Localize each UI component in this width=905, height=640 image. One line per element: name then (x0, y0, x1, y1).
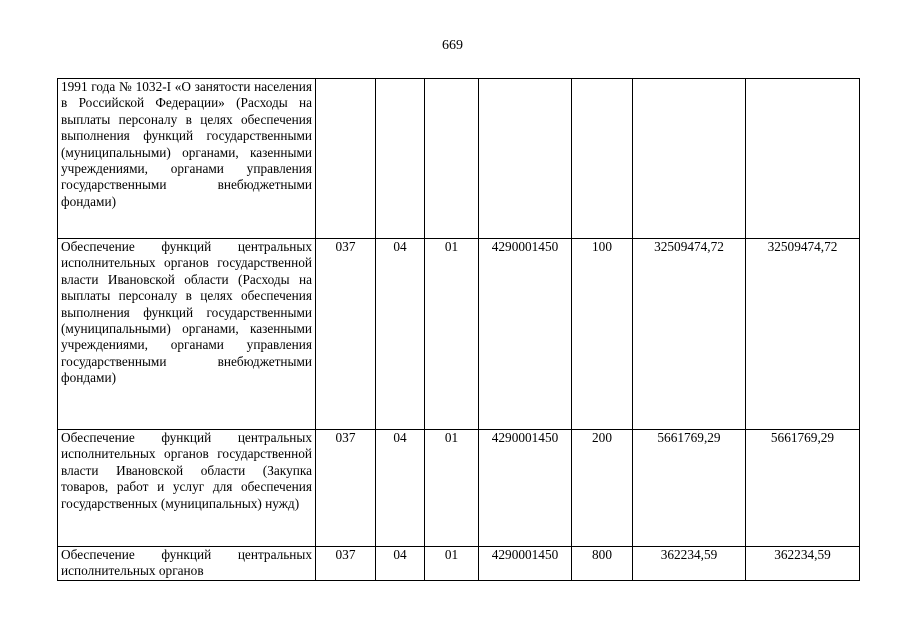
ministry-code (316, 79, 376, 239)
target-code: 4290001450 (479, 547, 572, 581)
expense-type-code: 100 (572, 239, 633, 430)
ministry-code: 037 (316, 430, 376, 547)
table-row (58, 430, 860, 547)
row-description: Обеспечение функций центральных исполнительных органов государственной власти Ивановской области (Расходы на выплаты персоналу в целях обеспечения выполнения функций государственными (муниципальными) органами, казенными учреждениями, органами управления государственными внебюджетными фондами) (58, 239, 316, 430)
page-number: 669 (442, 38, 463, 53)
subsection-code: 01 (425, 239, 479, 430)
target-code: 4290001450 (479, 239, 572, 430)
ministry-code: 037 (316, 547, 376, 581)
amount-2: 5661769,29 (746, 430, 860, 547)
table-row (58, 79, 860, 239)
subsection-code: 01 (425, 547, 479, 581)
table-row (58, 239, 860, 430)
target-code: 4290001450 (479, 430, 572, 547)
amount-1: 32509474,72 (633, 239, 746, 430)
row-description: Обеспечение функций центральных исполнительных органов государственной власти Ивановской области (Закупка товаров, работ и услуг для обеспечения государственных (муниципальных) нужд) (58, 430, 316, 547)
budget-table (57, 78, 860, 581)
amount-2: 362234,59 (746, 547, 860, 581)
expense-type-code: 200 (572, 430, 633, 547)
subsection-code (425, 79, 479, 239)
amount-1: 5661769,29 (633, 430, 746, 547)
expense-type-code: 800 (572, 547, 633, 581)
amount-1: 362234,59 (633, 547, 746, 581)
amount-2: 32509474,72 (746, 239, 860, 430)
table-row (58, 547, 860, 581)
subsection-code: 01 (425, 430, 479, 547)
ministry-code: 037 (316, 239, 376, 430)
target-code (479, 79, 572, 239)
section-code: 04 (376, 547, 425, 581)
row-description: 1991 года № 1032-I «О занятости населения в Российской Федерации» (Расходы на выплаты персоналу в целях обеспечения выполнения функций государственными (муниципальными) органами, казенными учреждениями, органами управления государственными внебюджетными фондами) (58, 79, 316, 239)
section-code: 04 (376, 239, 425, 430)
amount-2 (746, 79, 860, 239)
section-code: 04 (376, 430, 425, 547)
amount-1 (633, 79, 746, 239)
section-code (376, 79, 425, 239)
expense-type-code (572, 79, 633, 239)
row-description: Обеспечение функций центральных исполнительных органов (58, 547, 316, 581)
